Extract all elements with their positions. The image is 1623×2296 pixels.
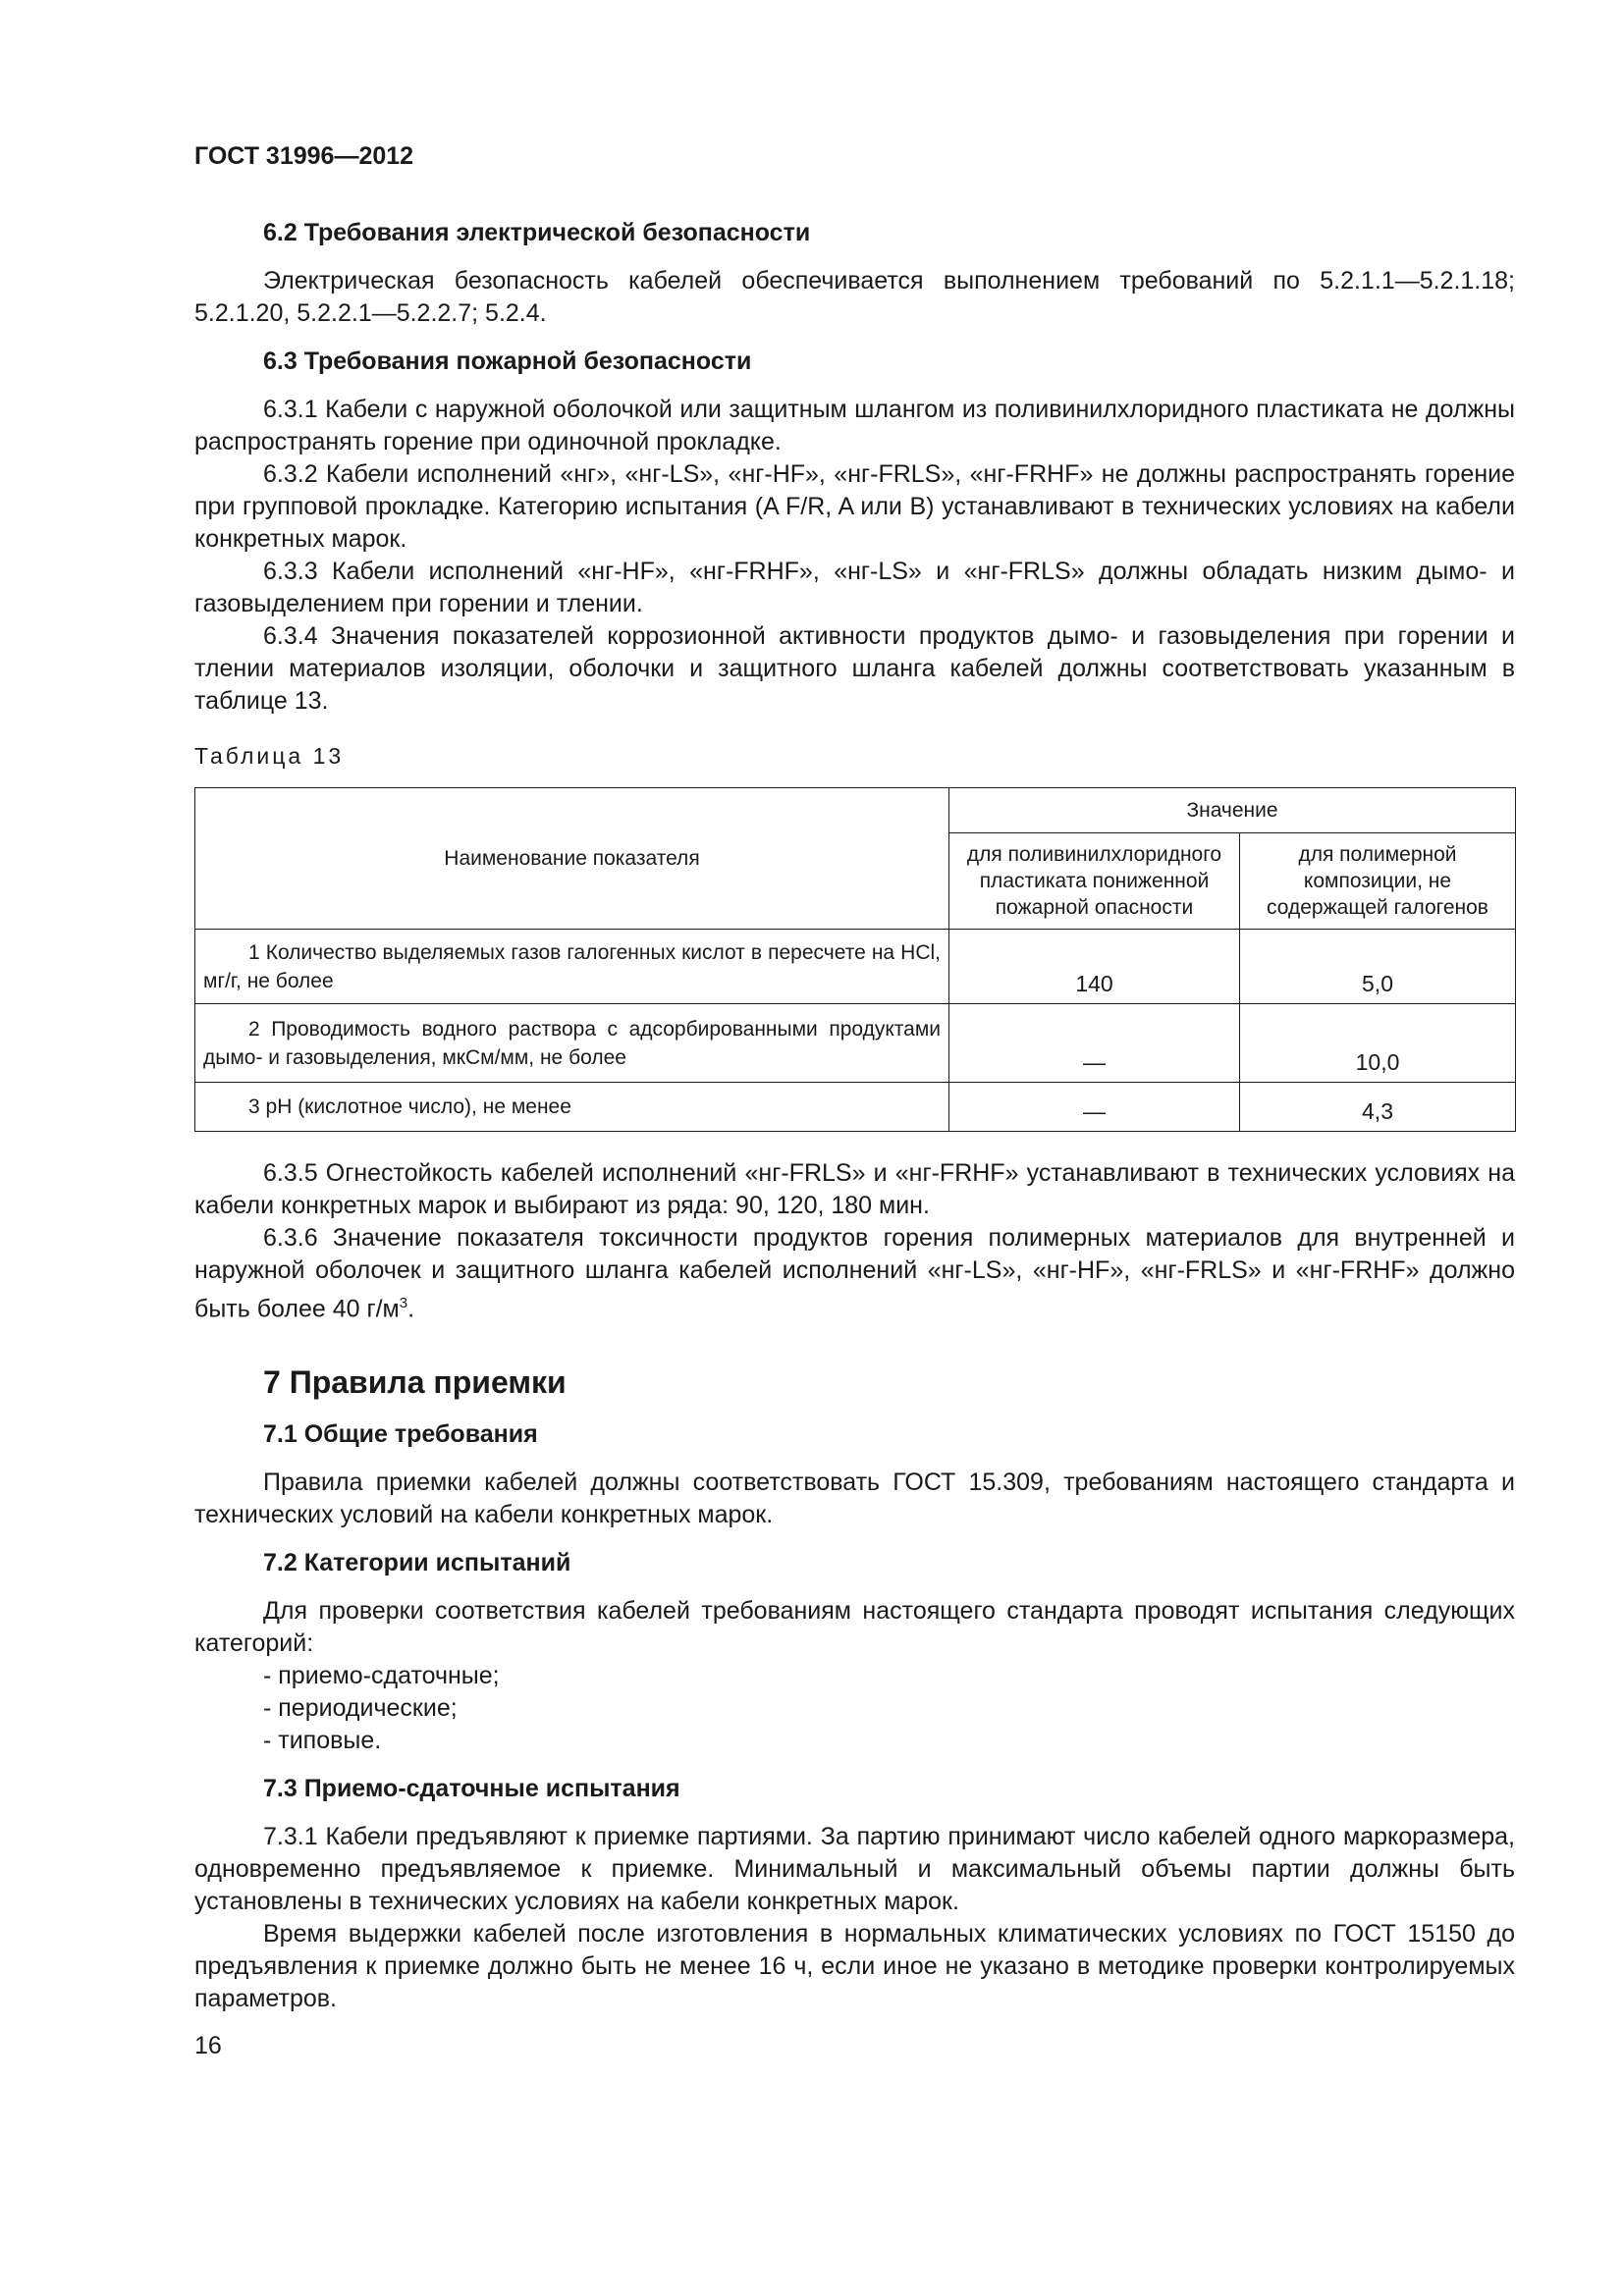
table-cell-name: 3 pH (кислотное число), не менее	[195, 1083, 949, 1132]
paragraph-7-3-1: 7.3.1 Кабели предъявляют к приемке партиями. За партию принимают число кабелей одного маркоразмера, одновременно предъявляемое к приемке. Минимальный и максимальный объемы партии должны быть установлены в технических условиях на кабели конкретных марок.	[194, 1823, 1515, 1916]
paragraph-6-3-6: 6.3.6 Значение показателя токсичности продуктов горения полимерных материалов для внутренней и наружной оболочек и защитного шланга кабелей исполнений «нг-LS», «нг-HF», «нг-FRLS» и «нг-FRHF» должно быть более 40 $г/м^3$.	[194, 1224, 1515, 1323]
paragraph-7-3-1-cont: Время выдержки кабелей после изготовления в нормальных климатических условиях по ГОСТ 15150 до предъявления к приемке должно быть не менее 16 ч, если иное не указано в методике проверки контролируемых параметров.	[194, 1920, 1515, 2013]
section-heading-7-3: 7.3 Приемо-сдаточные испытания	[263, 1775, 680, 1803]
table-cell-value: 140	[949, 930, 1240, 1004]
table-row	[195, 1083, 1516, 1132]
page-number: 16	[194, 2032, 222, 2059]
section-heading-7-2: 7.2 Категории испытаний	[263, 1549, 571, 1577]
paragraph-6-3-1: 6.3.1 Кабели с наружной оболочкой или защитным шлангом из поливинилхлоридного пластиката не должны распространять горение при одиночной прокладке.	[194, 396, 1515, 455]
table-cell-value: 10,0	[1240, 1004, 1516, 1083]
table-cell-name: 2 Проводимость водного раствора с адсорбированными продуктами дымо- и газовыделения, мкСм/мм, не более	[195, 1004, 949, 1083]
table-cell-name: 1 Количество выделяемых газов галогенных кислот в пересчете на HCl, мг/г, не более	[195, 930, 949, 1004]
section-heading-6-2: 6.2 Требования электрической безопасности	[263, 219, 811, 246]
list-item: - периодические;	[263, 1694, 458, 1723]
table-cell-value: —	[949, 1004, 1240, 1083]
paragraph-7-1: Правила приемки кабелей должны соответствовать ГОСТ 15.309, требованиям настоящего стандарта и технических условий на кабели конкретных марок.	[194, 1468, 1515, 1529]
paragraph-6-3-2: 6.3.2 Кабели исполнений «нг», «нг-LS», «нг-HF», «нг-FRLS», «нг-FRHF» не должны распространять горение при групповой прокладке. Категорию испытания (A F/R, A или B) устанавливают в технических условиях на кабели конкретных марок.	[194, 460, 1515, 553]
paragraph-6-3-3: 6.3.3 Кабели исполнений «нг-HF», «нг-FRHF», «нг-LS» и «нг-FRLS» должны обладать низким дымо- и газовыделением при горении и тлении.	[194, 558, 1515, 617]
table-header-halogen-free: для полимерной композиции, не содержащей галогенов	[1240, 833, 1516, 930]
table-cell-value: 4,3	[1240, 1083, 1516, 1132]
table-row	[195, 930, 1516, 1004]
page	[194, 142, 1515, 2015]
section-heading-7-1: 7.1 Общие требования	[263, 1420, 538, 1449]
list-item: - типовые.	[263, 1727, 382, 1755]
table-caption: Таблица 13	[194, 743, 345, 769]
table-cell-value: 5,0	[1240, 930, 1516, 1004]
table-row	[195, 1004, 1516, 1083]
paragraph-6-3-4: 6.3.4 Значения показателей коррозионной активности продуктов дымо- и газовыделения при горении и тлении материалов изоляции, оболочки и защитного шланга кабелей должны соответствовать указанным в таблице 13.	[194, 622, 1515, 715]
document-header: ГОСТ 31996—2012	[194, 142, 414, 170]
section-heading-7: 7 Правила приемки	[263, 1364, 567, 1401]
table-cell-value: —	[949, 1083, 1240, 1132]
paragraph-6-3-5: 6.3.5 Огнестойкость кабелей исполнений «нг-FRLS» и «нг-FRHF» устанавливают в технических условиях на кабели конкретных марок и выбирают из ряда: 90, 120, 180 мин.	[194, 1159, 1515, 1219]
table-header-name: Наименование показателя	[195, 788, 949, 930]
table-13	[194, 787, 1516, 1132]
paragraph-6-2: Электрическая безопасность кабелей обеспечивается выполнением требований по 5.2.1.1—5.2.1.18; 5.2.1.20, 5.2.2.1—5.2.2.7; 5.2.4.	[194, 267, 1515, 327]
section-heading-6-3: 6.3 Требования пожарной безопасности	[263, 347, 752, 375]
table-header-pvc: для поливинилхлоридного пластиката пониженной пожарной опасности	[949, 833, 1240, 930]
table-header-value: Значение	[949, 788, 1516, 833]
list-item: - приемо-сдаточные;	[263, 1662, 500, 1690]
paragraph-7-2: Для проверки соответствия кабелей требованиям настоящего стандарта проводят испытания следующих категорий:	[194, 1597, 1515, 1658]
